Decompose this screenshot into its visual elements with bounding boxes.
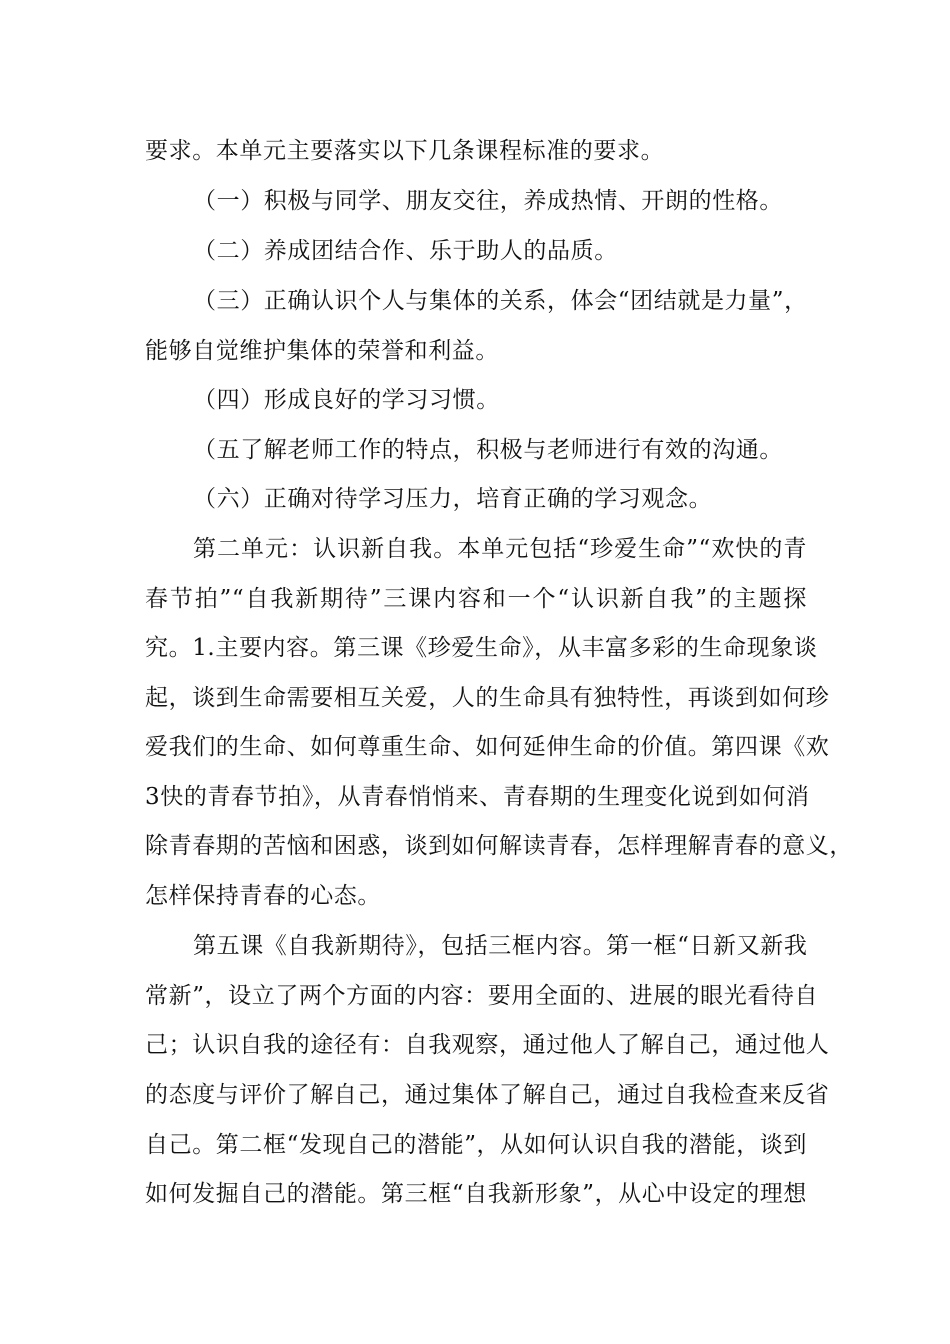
- text-line: （一）积极与同学、朋友交往，养成热情、开朗的性格。: [193, 188, 783, 214]
- text-line: 春节拍”“自我新期待”三课内容和一个“认识新自我”的主题探: [145, 586, 807, 612]
- text-line: 能够自觉维护集体的荣誉和利益。: [145, 338, 499, 364]
- text-line: 如何发掘自己的潜能。第三框“自我新形象”，从心中设定的理想: [145, 1181, 807, 1207]
- text-line: 3快的青春节拍》，从青春悄悄来、青春期的生理变化说到如何消: [145, 784, 810, 810]
- text-line: 究。1.主要内容。第三课《珍爱生命》，从丰富多彩的生命现象谈: [145, 635, 818, 661]
- text-line: 爱我们的生命、如何尊重生命、如何延伸生命的价值。第四课《欢: [145, 734, 830, 760]
- text-line: （五了解老师工作的特点，积极与老师进行有效的沟通。: [193, 437, 783, 463]
- text-line: 的态度与评价了解自己，通过集体了解自己，通过自我检查来反省: [145, 1082, 830, 1108]
- text-line: 起，谈到生命需要相互关爱，人的生命具有独特性，再谈到如何珍: [145, 685, 830, 711]
- text-line: 除青春期的苦恼和困惑，谈到如何解读青春，怎样理解青春的意义，: [145, 833, 853, 859]
- text-line: （四）形成良好的学习习惯。: [193, 387, 500, 413]
- text-line: 第二单元：认识新自我。本单元包括“珍爱生命”“欢快的青: [193, 536, 807, 562]
- text-line: （六）正确对待学习压力，培育正确的学习观念。: [193, 486, 713, 512]
- text-line: 常新”，设立了两个方面的内容：要用全面的、进展的眼光看待自: [145, 983, 819, 1009]
- text-line: 自己。第二框“发现自己的潜能”，从如何认识自我的潜能，谈到: [145, 1132, 807, 1158]
- text-line: （二）养成团结合作、乐于助人的品质。: [193, 238, 618, 264]
- text-line: 怎样保持青春的心态。: [145, 883, 381, 909]
- text-line: 第五课《自我新期待》，包括三框内容。第一框“日新又新我: [193, 933, 808, 959]
- text-line: 己；认识自我的途径有：自我观察，通过他人了解自己，通过他人: [145, 1032, 830, 1058]
- text-line: （三）正确认识个人与集体的关系，体会“团结就是力量”，: [193, 288, 808, 314]
- text-line: 要求。本单元主要落实以下几条课程标准的要求。: [145, 138, 665, 164]
